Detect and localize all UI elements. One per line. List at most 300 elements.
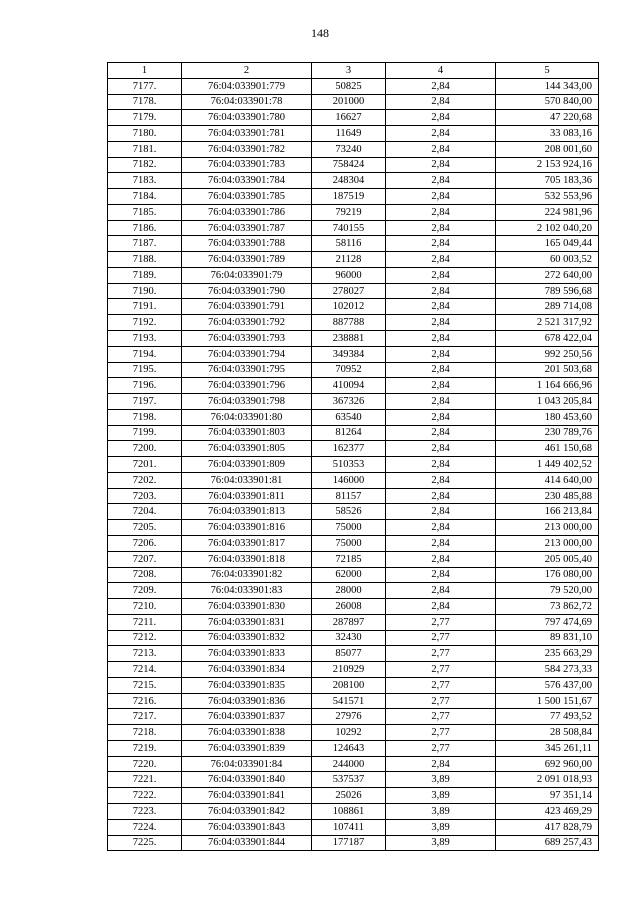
row-number-cell: 7188.	[108, 252, 182, 268]
rate-cell: 2,84	[386, 173, 496, 189]
area-cell: 11649	[312, 126, 386, 142]
table-row	[108, 315, 599, 331]
cadastral-number-cell: 76:04:033901:79	[182, 267, 312, 283]
amount-cell: 414 640,00	[496, 472, 599, 488]
table-row	[108, 662, 599, 678]
amount-cell: 1 043 205,84	[496, 394, 599, 410]
rate-cell: 3,89	[386, 803, 496, 819]
rate-cell: 2,84	[386, 504, 496, 520]
cadastral-number-cell: 76:04:033901:830	[182, 599, 312, 615]
amount-cell: 165 049,44	[496, 236, 599, 252]
area-cell: 79219	[312, 204, 386, 220]
cadastral-number-cell: 76:04:033901:803	[182, 425, 312, 441]
area-cell: 201000	[312, 94, 386, 110]
rate-cell: 2,84	[386, 283, 496, 299]
area-cell: 75000	[312, 520, 386, 536]
rate-cell: 2,77	[386, 693, 496, 709]
area-cell: 541571	[312, 693, 386, 709]
cadastral-number-cell: 76:04:033901:789	[182, 252, 312, 268]
amount-cell: 77 493,52	[496, 709, 599, 725]
area-cell: 58526	[312, 504, 386, 520]
rate-cell: 2,84	[386, 756, 496, 772]
cadastral-number-cell: 76:04:033901:833	[182, 646, 312, 662]
area-cell: 210929	[312, 662, 386, 678]
row-number-cell: 7186.	[108, 220, 182, 236]
area-cell: 349384	[312, 346, 386, 362]
cadastral-number-cell: 76:04:033901:81	[182, 472, 312, 488]
cadastral-number-cell: 76:04:033901:816	[182, 520, 312, 536]
row-number-cell: 7222.	[108, 788, 182, 804]
page-number: 148	[311, 26, 329, 40]
row-number-cell: 7200.	[108, 441, 182, 457]
table-row	[108, 740, 599, 756]
table-row	[108, 803, 599, 819]
cadastral-number-cell: 76:04:033901:818	[182, 551, 312, 567]
area-cell: 187519	[312, 189, 386, 205]
area-cell: 50825	[312, 78, 386, 94]
area-cell: 81264	[312, 425, 386, 441]
rate-cell: 2,77	[386, 630, 496, 646]
amount-cell: 201 503,68	[496, 362, 599, 378]
row-number-cell: 7181.	[108, 141, 182, 157]
table-row	[108, 126, 599, 142]
area-cell: 72185	[312, 551, 386, 567]
row-number-cell: 7215.	[108, 677, 182, 693]
table-row	[108, 283, 599, 299]
amount-cell: 47 220,68	[496, 110, 599, 126]
rate-cell: 2,84	[386, 267, 496, 283]
area-cell: 410094	[312, 378, 386, 394]
cadastral-number-cell: 76:04:033901:843	[182, 819, 312, 835]
table-row	[108, 441, 599, 457]
cadastral-number-cell: 76:04:033901:82	[182, 567, 312, 583]
row-number-cell: 7213.	[108, 646, 182, 662]
rate-cell: 2,84	[386, 220, 496, 236]
table-row	[108, 677, 599, 693]
cadastral-number-cell: 76:04:033901:781	[182, 126, 312, 142]
amount-cell: 97 351,14	[496, 788, 599, 804]
cadastral-number-cell: 76:04:033901:787	[182, 220, 312, 236]
cadastral-number-cell: 76:04:033901:837	[182, 709, 312, 725]
table-row	[108, 110, 599, 126]
row-number-cell: 7225.	[108, 835, 182, 851]
amount-cell: 584 273,33	[496, 662, 599, 678]
cadastral-number-cell: 76:04:033901:809	[182, 457, 312, 473]
row-number-cell: 7180.	[108, 126, 182, 142]
amount-cell: 33 083,16	[496, 126, 599, 142]
cadastral-number-cell: 76:04:033901:83	[182, 583, 312, 599]
cadastral-number-cell: 76:04:033901:84	[182, 756, 312, 772]
amount-cell: 576 437,00	[496, 677, 599, 693]
area-cell: 238881	[312, 331, 386, 347]
rate-cell: 2,77	[386, 614, 496, 630]
area-cell: 124643	[312, 740, 386, 756]
cadastral-number-cell: 76:04:033901:784	[182, 173, 312, 189]
area-cell: 887788	[312, 315, 386, 331]
area-cell: 287897	[312, 614, 386, 630]
table-body	[108, 78, 599, 851]
cadastral-number-cell: 76:04:033901:782	[182, 141, 312, 157]
data-table	[107, 62, 599, 851]
row-number-cell: 7196.	[108, 378, 182, 394]
rate-cell: 2,84	[386, 346, 496, 362]
rate-cell: 2,84	[386, 315, 496, 331]
amount-cell: 461 150,68	[496, 441, 599, 457]
rate-cell: 2,84	[386, 157, 496, 173]
amount-cell: 60 003,52	[496, 252, 599, 268]
table-row	[108, 141, 599, 157]
table-header-row	[108, 63, 599, 79]
rate-cell: 2,77	[386, 662, 496, 678]
amount-cell: 532 553,96	[496, 189, 599, 205]
table-row	[108, 756, 599, 772]
row-number-cell: 7208.	[108, 567, 182, 583]
amount-cell: 2 521 317,92	[496, 315, 599, 331]
rate-cell: 2,77	[386, 740, 496, 756]
table-row	[108, 204, 599, 220]
table-row	[108, 331, 599, 347]
rate-cell: 2,84	[386, 425, 496, 441]
table-row	[108, 252, 599, 268]
row-number-cell: 7219.	[108, 740, 182, 756]
table-row	[108, 614, 599, 630]
table-row	[108, 551, 599, 567]
table-row	[108, 362, 599, 378]
row-number-cell: 7177.	[108, 78, 182, 94]
area-cell: 740155	[312, 220, 386, 236]
rate-cell: 2,84	[386, 236, 496, 252]
rate-cell: 2,84	[386, 583, 496, 599]
area-cell: 248304	[312, 173, 386, 189]
rate-cell: 2,84	[386, 378, 496, 394]
amount-cell: 180 453,60	[496, 409, 599, 425]
rate-cell: 2,84	[386, 299, 496, 315]
amount-cell: 2 091 018,93	[496, 772, 599, 788]
table-row	[108, 535, 599, 551]
column-header: 1	[108, 63, 182, 79]
cadastral-number-cell: 76:04:033901:811	[182, 488, 312, 504]
row-number-cell: 7190.	[108, 283, 182, 299]
rate-cell: 3,89	[386, 835, 496, 851]
table-row	[108, 189, 599, 205]
row-number-cell: 7202.	[108, 472, 182, 488]
cadastral-number-cell: 76:04:033901:785	[182, 189, 312, 205]
amount-cell: 224 981,96	[496, 204, 599, 220]
row-number-cell: 7218.	[108, 725, 182, 741]
amount-cell: 345 261,11	[496, 740, 599, 756]
cadastral-number-cell: 76:04:033901:836	[182, 693, 312, 709]
amount-cell: 1 164 666,96	[496, 378, 599, 394]
row-number-cell: 7216.	[108, 693, 182, 709]
table-row	[108, 567, 599, 583]
table-row	[108, 819, 599, 835]
area-cell: 108861	[312, 803, 386, 819]
row-number-cell: 7205.	[108, 520, 182, 536]
table-row	[108, 236, 599, 252]
amount-cell: 213 000,00	[496, 535, 599, 551]
rate-cell: 2,84	[386, 331, 496, 347]
row-number-cell: 7223.	[108, 803, 182, 819]
area-cell: 177187	[312, 835, 386, 851]
area-cell: 208100	[312, 677, 386, 693]
amount-cell: 28 508,84	[496, 725, 599, 741]
column-header: 2	[182, 63, 312, 79]
cadastral-number-cell: 76:04:033901:805	[182, 441, 312, 457]
area-cell: 32430	[312, 630, 386, 646]
rate-cell: 2,84	[386, 488, 496, 504]
rate-cell: 2,84	[386, 94, 496, 110]
cadastral-number-cell: 76:04:033901:841	[182, 788, 312, 804]
amount-cell: 176 080,00	[496, 567, 599, 583]
area-cell: 16627	[312, 110, 386, 126]
area-cell: 244000	[312, 756, 386, 772]
cadastral-number-cell: 76:04:033901:796	[182, 378, 312, 394]
rate-cell: 2,84	[386, 189, 496, 205]
table-row	[108, 646, 599, 662]
rate-cell: 2,84	[386, 252, 496, 268]
amount-cell: 692 960,00	[496, 756, 599, 772]
row-number-cell: 7203.	[108, 488, 182, 504]
cadastral-number-cell: 76:04:033901:832	[182, 630, 312, 646]
table-row	[108, 472, 599, 488]
cadastral-number-cell: 76:04:033901:831	[182, 614, 312, 630]
table-row	[108, 78, 599, 94]
row-number-cell: 7194.	[108, 346, 182, 362]
amount-cell: 73 862,72	[496, 599, 599, 615]
column-header: 4	[386, 63, 496, 79]
amount-cell: 570 840,00	[496, 94, 599, 110]
cadastral-number-cell: 76:04:033901:783	[182, 157, 312, 173]
table-row	[108, 157, 599, 173]
amount-cell: 144 343,00	[496, 78, 599, 94]
row-number-cell: 7193.	[108, 331, 182, 347]
table-row	[108, 173, 599, 189]
rate-cell: 3,89	[386, 819, 496, 835]
amount-cell: 992 250,56	[496, 346, 599, 362]
row-number-cell: 7204.	[108, 504, 182, 520]
cadastral-number-cell: 76:04:033901:840	[182, 772, 312, 788]
cadastral-number-cell: 76:04:033901:793	[182, 331, 312, 347]
cadastral-number-cell: 76:04:033901:835	[182, 677, 312, 693]
table-row	[108, 835, 599, 851]
cadastral-number-cell: 76:04:033901:80	[182, 409, 312, 425]
table-row	[108, 630, 599, 646]
rate-cell: 2,84	[386, 409, 496, 425]
cadastral-number-cell: 76:04:033901:794	[182, 346, 312, 362]
area-cell: 63540	[312, 409, 386, 425]
rate-cell: 2,77	[386, 677, 496, 693]
amount-cell: 689 257,43	[496, 835, 599, 851]
cadastral-number-cell: 76:04:033901:813	[182, 504, 312, 520]
amount-cell: 423 469,29	[496, 803, 599, 819]
amount-cell: 208 001,60	[496, 141, 599, 157]
table-row	[108, 725, 599, 741]
rate-cell: 2,84	[386, 126, 496, 142]
area-cell: 10292	[312, 725, 386, 741]
cadastral-number-cell: 76:04:033901:78	[182, 94, 312, 110]
cadastral-number-cell: 76:04:033901:780	[182, 110, 312, 126]
row-number-cell: 7199.	[108, 425, 182, 441]
area-cell: 75000	[312, 535, 386, 551]
rate-cell: 2,84	[386, 567, 496, 583]
row-number-cell: 7206.	[108, 535, 182, 551]
cadastral-number-cell: 76:04:033901:839	[182, 740, 312, 756]
area-cell: 73240	[312, 141, 386, 157]
area-cell: 367326	[312, 394, 386, 410]
amount-cell: 2 153 924,16	[496, 157, 599, 173]
area-cell: 28000	[312, 583, 386, 599]
amount-cell: 272 640,00	[496, 267, 599, 283]
row-number-cell: 7198.	[108, 409, 182, 425]
rate-cell: 2,84	[386, 204, 496, 220]
rate-cell: 2,84	[386, 457, 496, 473]
amount-cell: 1 500 151,67	[496, 693, 599, 709]
row-number-cell: 7211.	[108, 614, 182, 630]
rate-cell: 2,84	[386, 551, 496, 567]
cadastral-number-cell: 76:04:033901:817	[182, 535, 312, 551]
row-number-cell: 7189.	[108, 267, 182, 283]
table-row	[108, 457, 599, 473]
area-cell: 102012	[312, 299, 386, 315]
amount-cell: 213 000,00	[496, 520, 599, 536]
rate-cell: 3,89	[386, 788, 496, 804]
row-number-cell: 7182.	[108, 157, 182, 173]
amount-cell: 235 663,29	[496, 646, 599, 662]
cadastral-number-cell: 76:04:033901:792	[182, 315, 312, 331]
cadastral-number-cell: 76:04:033901:844	[182, 835, 312, 851]
table-row	[108, 425, 599, 441]
amount-cell: 2 102 040,20	[496, 220, 599, 236]
area-cell: 62000	[312, 567, 386, 583]
table-row	[108, 772, 599, 788]
row-number-cell: 7192.	[108, 315, 182, 331]
cadastral-number-cell: 76:04:033901:779	[182, 78, 312, 94]
rate-cell: 2,77	[386, 725, 496, 741]
area-cell: 85077	[312, 646, 386, 662]
area-cell: 21128	[312, 252, 386, 268]
table-row	[108, 693, 599, 709]
row-number-cell: 7209.	[108, 583, 182, 599]
cadastral-number-cell: 76:04:033901:834	[182, 662, 312, 678]
row-number-cell: 7179.	[108, 110, 182, 126]
row-number-cell: 7221.	[108, 772, 182, 788]
rate-cell: 2,77	[386, 709, 496, 725]
table-row	[108, 346, 599, 362]
rate-cell: 2,84	[386, 141, 496, 157]
rate-cell: 2,84	[386, 394, 496, 410]
table-row	[108, 267, 599, 283]
table-row	[108, 599, 599, 615]
amount-cell: 678 422,04	[496, 331, 599, 347]
area-cell: 70952	[312, 362, 386, 378]
amount-cell: 230 789,76	[496, 425, 599, 441]
rate-cell: 2,84	[386, 110, 496, 126]
table-row	[108, 709, 599, 725]
amount-cell: 1 449 402,52	[496, 457, 599, 473]
table-row	[108, 504, 599, 520]
column-header: 3	[312, 63, 386, 79]
row-number-cell: 7178.	[108, 94, 182, 110]
area-cell: 25026	[312, 788, 386, 804]
row-number-cell: 7220.	[108, 756, 182, 772]
area-cell: 162377	[312, 441, 386, 457]
area-cell: 96000	[312, 267, 386, 283]
cadastral-number-cell: 76:04:033901:788	[182, 236, 312, 252]
rate-cell: 2,84	[386, 78, 496, 94]
amount-cell: 289 714,08	[496, 299, 599, 315]
amount-cell: 230 485,88	[496, 488, 599, 504]
rate-cell: 2,84	[386, 535, 496, 551]
area-cell: 58116	[312, 236, 386, 252]
rate-cell: 3,89	[386, 772, 496, 788]
area-cell: 278027	[312, 283, 386, 299]
amount-cell: 89 831,10	[496, 630, 599, 646]
rate-cell: 2,84	[386, 441, 496, 457]
table-row	[108, 488, 599, 504]
table-row	[108, 299, 599, 315]
row-number-cell: 7224.	[108, 819, 182, 835]
amount-cell: 789 596,68	[496, 283, 599, 299]
column-header: 5	[496, 63, 599, 79]
row-number-cell: 7201.	[108, 457, 182, 473]
rate-cell: 2,84	[386, 520, 496, 536]
row-number-cell: 7195.	[108, 362, 182, 378]
rate-cell: 2,84	[386, 599, 496, 615]
row-number-cell: 7214.	[108, 662, 182, 678]
rate-cell: 2,77	[386, 646, 496, 662]
cadastral-number-cell: 76:04:033901:791	[182, 299, 312, 315]
row-number-cell: 7217.	[108, 709, 182, 725]
area-cell: 510353	[312, 457, 386, 473]
area-cell: 81157	[312, 488, 386, 504]
table-row	[108, 394, 599, 410]
amount-cell: 166 213,84	[496, 504, 599, 520]
cadastral-number-cell: 76:04:033901:798	[182, 394, 312, 410]
area-cell: 107411	[312, 819, 386, 835]
table-row	[108, 94, 599, 110]
row-number-cell: 7207.	[108, 551, 182, 567]
row-number-cell: 7212.	[108, 630, 182, 646]
row-number-cell: 7183.	[108, 173, 182, 189]
cadastral-number-cell: 76:04:033901:838	[182, 725, 312, 741]
row-number-cell: 7187.	[108, 236, 182, 252]
row-number-cell: 7210.	[108, 599, 182, 615]
amount-cell: 205 005,40	[496, 551, 599, 567]
table-row	[108, 788, 599, 804]
amount-cell: 705 183,36	[496, 173, 599, 189]
row-number-cell: 7191.	[108, 299, 182, 315]
cadastral-number-cell: 76:04:033901:790	[182, 283, 312, 299]
cadastral-number-cell: 76:04:033901:786	[182, 204, 312, 220]
area-cell: 26008	[312, 599, 386, 615]
table-row	[108, 409, 599, 425]
cadastral-number-cell: 76:04:033901:795	[182, 362, 312, 378]
table-row	[108, 583, 599, 599]
amount-cell: 797 474,69	[496, 614, 599, 630]
rate-cell: 2,84	[386, 472, 496, 488]
amount-cell: 417 828,79	[496, 819, 599, 835]
table-row	[108, 378, 599, 394]
rate-cell: 2,84	[386, 362, 496, 378]
area-cell: 537537	[312, 772, 386, 788]
table-row	[108, 220, 599, 236]
amount-cell: 79 520,00	[496, 583, 599, 599]
row-number-cell: 7185.	[108, 204, 182, 220]
row-number-cell: 7197.	[108, 394, 182, 410]
table-row	[108, 520, 599, 536]
area-cell: 146000	[312, 472, 386, 488]
area-cell: 27976	[312, 709, 386, 725]
